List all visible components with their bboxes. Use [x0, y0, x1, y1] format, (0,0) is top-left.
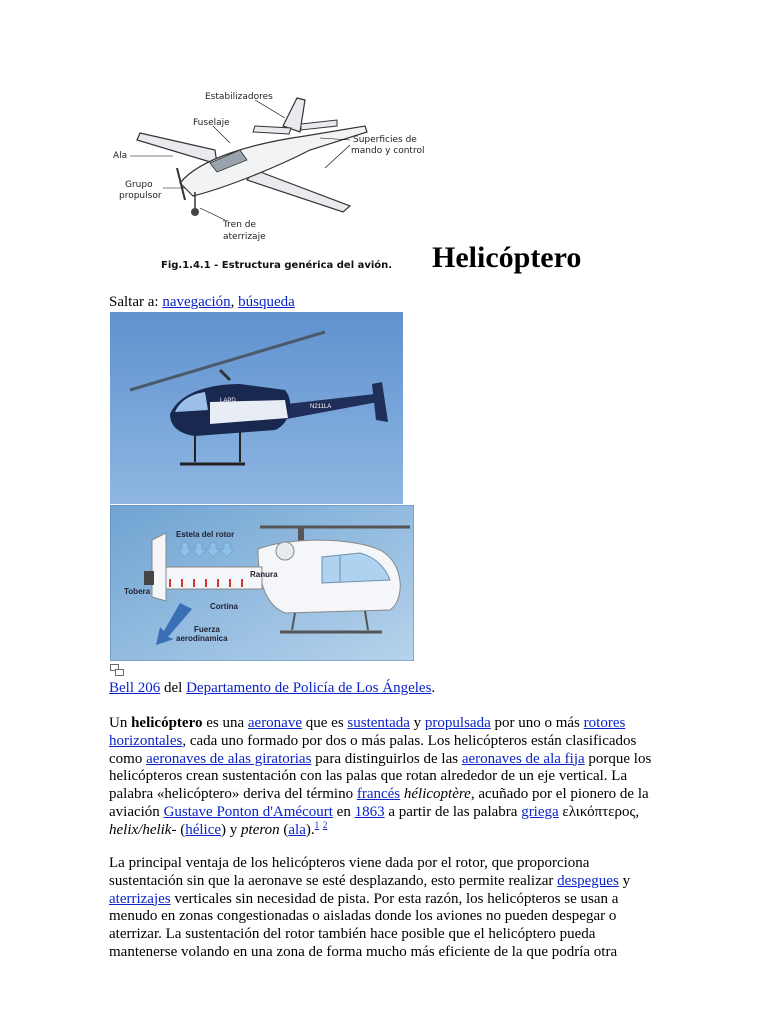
- jump-links: [109, 293, 295, 312]
- label-propulsion-line1: Grupo: [125, 180, 153, 190]
- diagram-tail-fin: [152, 533, 166, 601]
- link-sustentada[interactable]: sustentada: [347, 715, 410, 731]
- link-frances[interactable]: francés: [356, 786, 401, 803]
- link-ala-fija[interactable]: aeronaves de ala fija: [461, 750, 585, 767]
- wing-right: [247, 170, 350, 212]
- label-slot: Ranura: [250, 570, 278, 579]
- footnote-1[interactable]: 1: [314, 819, 320, 830]
- footnote-2[interactable]: 2: [322, 819, 328, 830]
- link-aeronave[interactable]: aeronave: [247, 715, 303, 731]
- airplane-structure-figure: [105, 88, 445, 278]
- jump-separator: ,: [230, 294, 235, 310]
- image-caption: Bell 206 del Departamento de Policía de Los Ángeles.: [109, 680, 436, 696]
- link-1863[interactable]: 1863: [354, 803, 385, 820]
- label-nozzle: Tobera: [124, 587, 151, 596]
- label-fuselage: Fuselaje: [193, 118, 230, 128]
- label-rotor-wake: Estela del rotor: [176, 530, 235, 539]
- link-ala[interactable]: ala: [288, 821, 306, 838]
- link-propulsada[interactable]: propulsada: [424, 715, 491, 731]
- label-propulsion-line2: propulsor: [119, 191, 162, 201]
- link-search[interactable]: búsqueda: [238, 294, 295, 310]
- stabilizer-right: [301, 120, 337, 130]
- diagram-nozzle: [144, 571, 154, 585]
- link-despegues[interactable]: despegues: [557, 872, 619, 889]
- page-title: Helicóptero: [432, 241, 582, 274]
- label-force-line1: Fuerza: [194, 625, 220, 634]
- link-lapd[interactable]: Departamento de Policía de Los Ángeles: [186, 680, 432, 696]
- link-aterrizajes[interactable]: aterrizajes: [109, 890, 171, 907]
- paragraph-intro: Un helicóptero es una aeronave que es sustentada y propulsada por uno o más rotores horizontales, cada uno formado por dos o más palas. Los helicópteros están clasificados como aeronaves de alas giratorias para distinguirlos de las aeronaves de ala fija porque los helicópteros crean sustentación con las palas que rotan alrededor de un eje vertical. La palabra «helicóptero» deriva del término francés hélicoptère, acuñado por el pionero de la aviación Gustave Ponton d'Amécourt en 1863 a partir de las palabra griega ελικόπτερος, helix/helik- (hélice) y pteron (ala).$^1$ $^2$: [109, 715, 652, 838]
- link-bell-206[interactable]: Bell 206: [109, 680, 161, 696]
- figure-caption: Fig.1.4.1 - Estructura genérica del avión.: [161, 260, 393, 271]
- term-helicoptero: helicóptero: [131, 715, 203, 731]
- helicopter-diagram: [110, 505, 414, 661]
- helicopter-photo[interactable]: [110, 312, 403, 504]
- label-force-line2: aerodinamica: [176, 634, 228, 643]
- label-control-line2: mando y control: [351, 146, 425, 156]
- paragraph-advantages: La principal ventaja de los helicópteros viene dada por el rotor, que proporciona sustentación sin que la aeronave se esté desplazando, esto permite realizar despegues y aterrizajes verticales sin necesidad de pista. Por esta razón, los helicópteros se usan a menudo en zonas congestionadas o aisladas donde los aviones no pueden despegar o aterrizar. La sustentación del rotor también hace posible que el helicóptero pueda mantenerse volando en una zona de forma mucho más eficiente de la que podría otra: [109, 855, 631, 960]
- wing-left: [137, 133, 217, 164]
- label-gear-line1: Tren de: [223, 220, 257, 230]
- link-griega[interactable]: griega: [521, 803, 559, 820]
- label-control-line1: Superficies de: [353, 135, 417, 145]
- link-helice[interactable]: hélice: [185, 821, 222, 838]
- link-navigation[interactable]: navegación: [162, 294, 231, 310]
- link-gustave[interactable]: Gustave Ponton d'Amécourt: [163, 803, 333, 820]
- gear-wheel: [191, 208, 199, 216]
- label-curtain: Cortina: [210, 602, 238, 611]
- label-stabilizers: Estabilizadores: [205, 92, 273, 102]
- jump-prefix: Saltar a:: [109, 294, 159, 310]
- label-gear-line2: aterrizaje: [223, 232, 266, 242]
- link-alas-giratorias[interactable]: aeronaves de alas giratorias: [146, 750, 312, 767]
- label-wing: Ala: [113, 151, 128, 161]
- photo-reg-text: N211LA: [310, 404, 332, 410]
- stabilizer-left: [253, 126, 291, 134]
- link-rotores-horizontales[interactable]: rotores horizontales: [109, 715, 626, 749]
- photo-tail-text: LAPD: [220, 398, 236, 404]
- enlarge-icon[interactable]: [110, 664, 124, 676]
